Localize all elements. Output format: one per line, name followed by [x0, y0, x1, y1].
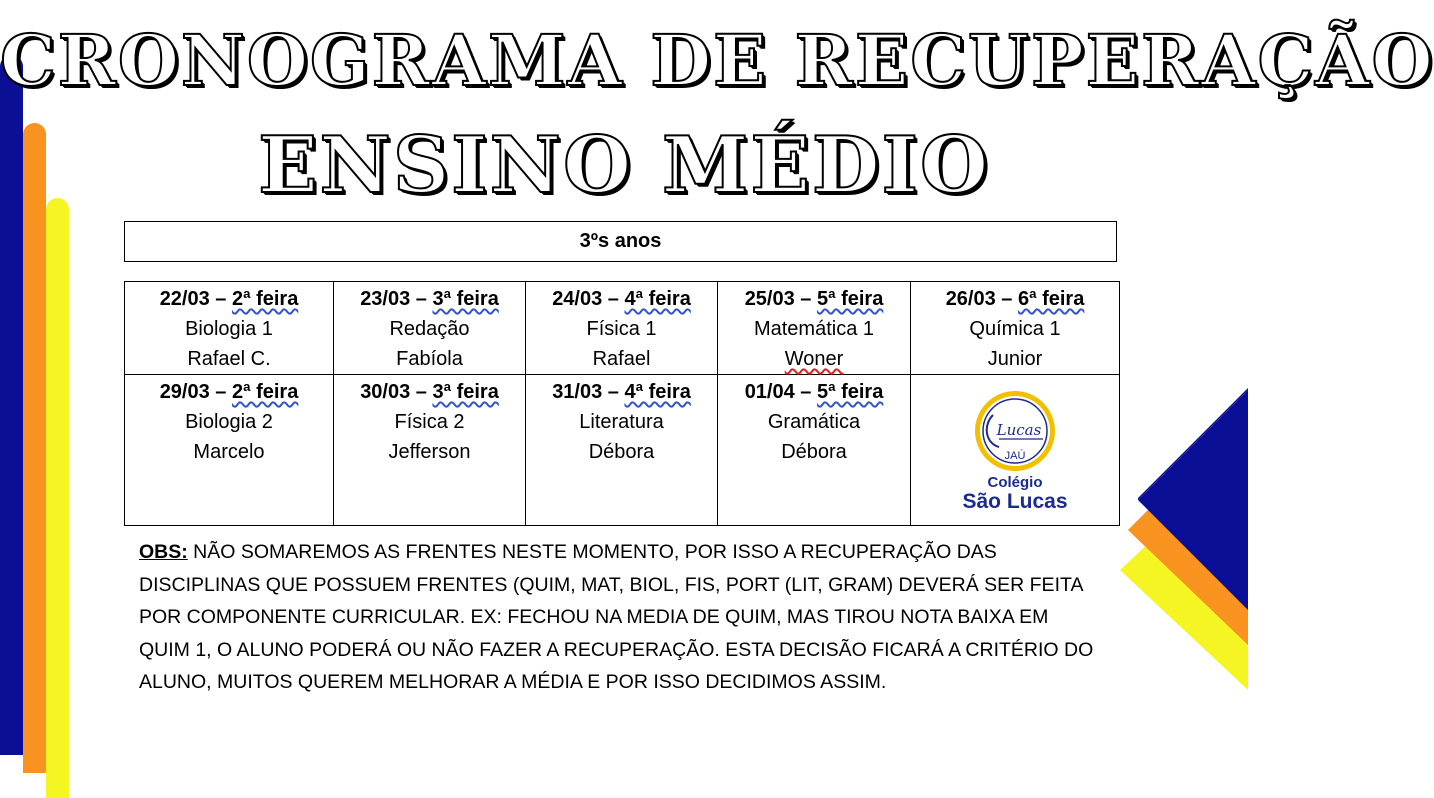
page-title-line-2: ENSINO MÉDIO	[258, 120, 990, 211]
schedule-cell	[125, 282, 334, 375]
class-label: 3ºs anos	[579, 230, 662, 252]
decor-bar-orange	[23, 123, 46, 773]
cell-date: 30/03 –	[360, 381, 427, 403]
cell-teacher: Débora	[781, 441, 847, 463]
page-title-line-1: CRONOGRAMA DE RECUPERAÇÃO	[0, 19, 1434, 102]
schedule-row	[125, 375, 1120, 526]
cell-date: 25/03 –	[744, 288, 812, 310]
cell-day: 4ª feira	[624, 288, 691, 310]
schedule-table	[124, 281, 1120, 526]
cell-day: 6ª feira	[1017, 288, 1085, 310]
cell-subject: Biologia 1	[185, 318, 273, 340]
cell-subject: Física 2	[394, 411, 465, 433]
school-logo	[911, 377, 1119, 525]
schedule-cell	[125, 375, 334, 526]
cell-date: 01/04 –	[744, 381, 812, 403]
obs-text: NÃO SOMAREMOS AS FRENTES NESTE MOMENTO, POR ISSO A RECUPERAÇÃO DAS DISCIPLINAS QUE POSSUEM FRENTES (QUIM, MAT, BIOL, FIS, PORT (LIT, GRAM) DEVERÁ SER FEITA POR COMPONENTE CURRICULAR. EX: FECHOU NA MEDIA DE QUIM, MAS TIROU NOTA BAIXA EM QUIM 1, O ALUNO PODERÁ OU NÃO FAZER A RECUPERAÇÃO. ESTA DECISÃO FICARÁ A CRITÉRIO DO ALUNO, MUITOS QUEREM MELHORAR A MÉDIA E POR ISSO DECIDIMOS ASSIM.	[139, 541, 1094, 693]
cell-teacher: Fabíola	[396, 348, 463, 370]
schedule-cell	[526, 375, 718, 526]
cell-date: 23/03 –	[360, 288, 427, 310]
cell-teacher: Woner	[784, 348, 844, 370]
cell-day: 3ª feira	[432, 381, 499, 403]
cell-day: 2ª feira	[231, 288, 299, 310]
cell-subject: Matemática 1	[753, 318, 875, 340]
cell-subject: Gramática	[767, 411, 861, 433]
schedule-cell	[718, 375, 911, 526]
schedule-cell	[334, 282, 526, 375]
cell-date: 29/03 –	[159, 381, 227, 403]
cell-teacher: Rafael	[592, 348, 651, 370]
cell-date: 26/03 –	[945, 288, 1013, 310]
schedule-cell	[334, 375, 526, 526]
cell-day: 2ª feira	[231, 381, 299, 403]
cell-day: 4ª feira	[624, 381, 691, 403]
schedule-cell	[718, 282, 911, 375]
cell-date: 31/03 –	[552, 381, 619, 403]
logo-colegio-text: Colégio	[987, 474, 1043, 491]
logo-school-name: São Lucas	[962, 490, 1068, 513]
logo-city-text: JAÚ	[1004, 450, 1026, 462]
cell-teacher: Rafael C.	[187, 348, 271, 370]
logo-emblem-icon	[969, 389, 1061, 475]
logo-cell	[911, 375, 1120, 526]
cell-subject: Redação	[389, 318, 470, 340]
decor-corner-stripes	[1118, 390, 1248, 720]
cell-teacher: Jefferson	[388, 441, 471, 463]
cell-subject: Física 1	[586, 318, 657, 340]
schedule-cell	[911, 282, 1120, 375]
schedule-cell	[526, 282, 718, 375]
cell-date: 22/03 –	[159, 288, 227, 310]
obs-label: OBS:	[139, 541, 188, 563]
cell-day: 5ª feira	[816, 381, 884, 403]
decor-bar-yellow	[46, 198, 69, 798]
cell-day: 5ª feira	[816, 288, 884, 310]
cell-teacher: Marcelo	[193, 441, 265, 463]
observation-note	[139, 536, 1099, 699]
cell-date: 24/03 –	[552, 288, 619, 310]
cell-subject: Química 1	[969, 318, 1061, 340]
cell-subject: Biologia 2	[185, 411, 273, 433]
schedule-row	[125, 282, 1120, 375]
class-label-box	[124, 221, 1117, 262]
cell-teacher: Débora	[588, 441, 655, 463]
logo-script-text: Lucas	[996, 421, 1042, 439]
cell-subject: Literatura	[579, 411, 664, 433]
cell-day: 3ª feira	[432, 288, 499, 310]
cell-teacher: Junior	[987, 348, 1043, 370]
